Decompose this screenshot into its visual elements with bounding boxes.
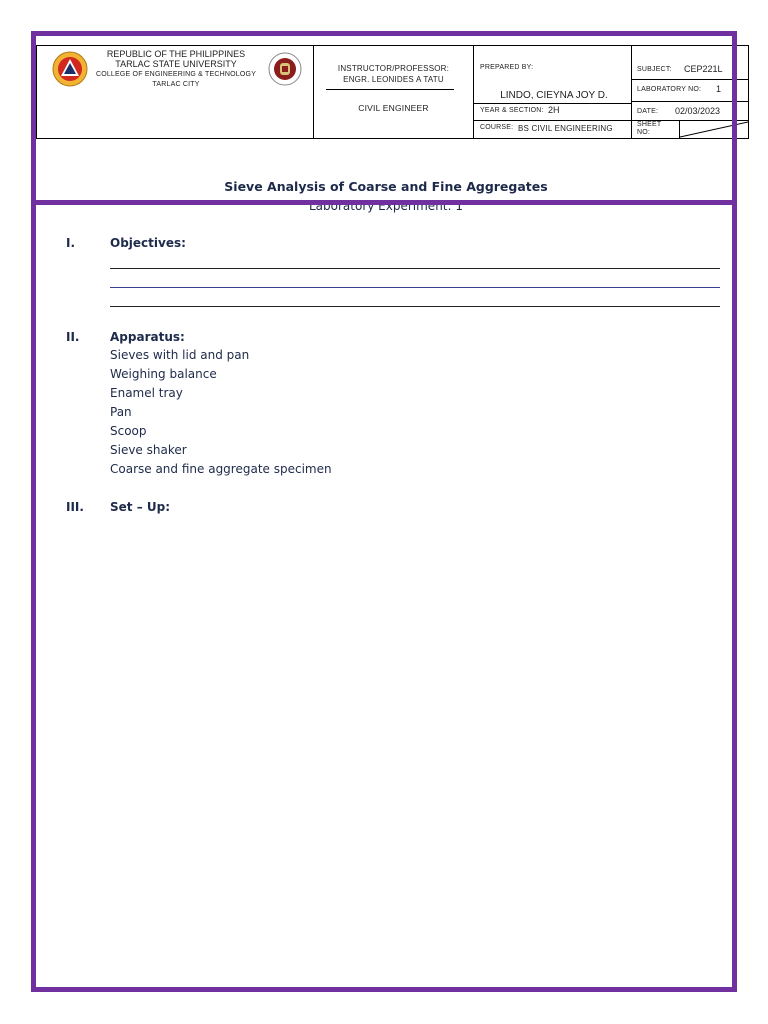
document-title: Sieve Analysis of Coarse and Fine Aggregates <box>224 179 548 194</box>
year-value: 2H <box>548 105 560 115</box>
section-2-numeral: II. <box>66 330 80 344</box>
course-label: COURSE: <box>480 124 514 131</box>
apparatus-item: Sieves with lid and pan <box>110 348 250 362</box>
date-value: 02/03/2023 <box>675 106 721 116</box>
objective-line-3 <box>110 306 720 307</box>
document-subtitle: Laboratory Experiment: 1 <box>308 199 463 213</box>
section-1-heading: Objectives: <box>110 236 186 250</box>
section-1-numeral: I. <box>66 236 76 250</box>
header-right-border <box>748 45 749 139</box>
apparatus-item: Enamel tray <box>110 386 183 400</box>
sheet-label-2: NO: <box>637 129 651 136</box>
prepared-label: PREPARED BY: <box>480 64 534 71</box>
section-3-heading: Set – Up: <box>110 500 171 514</box>
lab-no-value: 1 <box>716 84 722 94</box>
apparatus-item: Pan <box>110 405 132 419</box>
apparatus-item: Coarse and fine aggregate specimen <box>110 462 332 476</box>
city-text: TARLAC CITY <box>152 81 200 88</box>
apparatus-item: Sieve shaker <box>110 443 187 457</box>
lab-no-label: LABORATORY NO: <box>637 86 702 93</box>
college-text: COLLEGE OF ENGINEERING & TECHNOLOGY <box>95 71 257 78</box>
subject-label: SUBJECT: <box>637 66 672 73</box>
instructor-title: CIVIL ENGINEER <box>358 103 429 113</box>
title-block-border <box>31 31 737 205</box>
course-value: BS CIVIL ENGINEERING <box>518 124 613 133</box>
objective-line-1 <box>110 268 720 269</box>
year-label: YEAR & SECTION: <box>480 107 544 114</box>
subject-value: CEP221L <box>684 64 723 74</box>
apparatus-item: Weighing balance <box>110 367 217 381</box>
instructor-label: INSTRUCTOR/PROFESSOR: <box>337 64 450 73</box>
section-3-numeral: III. <box>66 500 84 514</box>
apparatus-item: Scoop <box>110 424 147 438</box>
objective-line-2 <box>110 287 720 288</box>
instructor-name: ENGR. LEONIDES A TATU <box>343 75 444 84</box>
date-label: DATE: <box>637 108 659 115</box>
sheet-label-1: SHEET <box>637 121 662 128</box>
section-2-heading: Apparatus: <box>110 330 185 344</box>
university-text: TARLAC STATE UNIVERSITY <box>115 59 237 69</box>
prepared-name: LINDO, CIEYNA JOY D. <box>500 90 608 101</box>
republic-text: REPUBLIC OF THE PHILIPPINES <box>106 49 246 59</box>
